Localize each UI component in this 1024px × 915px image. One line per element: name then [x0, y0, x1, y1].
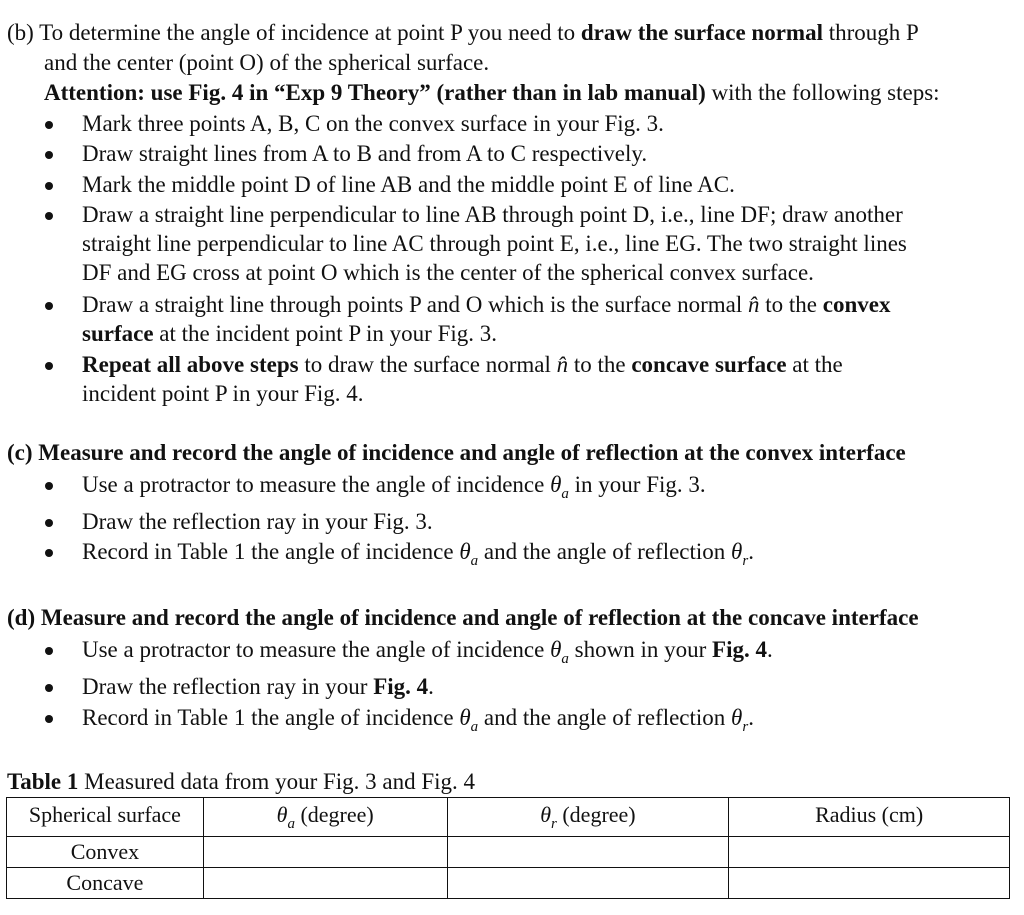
bullet-icon [45, 549, 53, 557]
subscript-a: a [470, 719, 479, 735]
table-row [7, 868, 1010, 899]
part-c-bullet-1 [82, 470, 706, 503]
caption-bold: Table 1 [7, 769, 79, 794]
bold-text: convex [822, 292, 891, 317]
part-b-bullet-1: Mark three points A, B, C on the convex surface in your Fig. 3. [82, 111, 664, 136]
bold-text: draw the surface normal [580, 20, 823, 45]
theta-a-symbol [550, 472, 569, 502]
text: Use a protractor to measure the angle of incidence [82, 472, 551, 497]
cell-theta-r[interactable] [447, 837, 729, 868]
part-c-bullet-3 [82, 537, 754, 570]
theta-a-symbol [550, 637, 569, 667]
text: Record in Table 1 the angle of incidence [82, 539, 460, 564]
bullet-icon [45, 482, 53, 490]
text: (b) To determine the angle of incidence at point P you need to [7, 20, 581, 45]
theta-glyph: θ [731, 539, 743, 564]
bold-text: surface [82, 321, 154, 346]
bullet-icon [45, 362, 53, 370]
bullet-icon [45, 121, 53, 129]
part-b-bullet-6-line-2: incident point P in your Fig. 4. [82, 381, 364, 406]
text: and the angle of reflection [478, 705, 732, 730]
text: with the following steps: [705, 80, 940, 105]
part-b-bullet-5-line-2 [82, 319, 497, 349]
part-b-line-2: and the center (point O) of the spherical surface. [44, 50, 490, 75]
theta-r-symbol [731, 705, 749, 735]
subscript-r: r [742, 553, 749, 569]
unit-text: (degree) [556, 802, 636, 827]
theta-glyph: θ [550, 472, 562, 497]
cell-surface: Concave [7, 868, 204, 899]
part-d-bullet-2 [82, 672, 434, 702]
text: at the incident point P in your Fig. 3. [153, 321, 498, 346]
subscript-r: r [742, 719, 749, 735]
theta-glyph: θ [731, 705, 743, 730]
table-header-row [7, 798, 1010, 837]
part-c-bullet-2: Draw the reflection ray in your Fig. 3. [82, 509, 433, 534]
attention-line [44, 78, 940, 108]
theta-a-symbol [276, 802, 295, 832]
subscript-a: a [470, 553, 479, 569]
header-theta-a [203, 798, 447, 837]
theta-a-symbol [459, 539, 479, 569]
theta-a-symbol [459, 705, 479, 735]
bold-text: Repeat all above steps [82, 352, 299, 377]
text: Draw a straight line through points P and O which is the surface normal [82, 292, 749, 317]
heading-text: (c) Measure and record the angle of incidence and angle of reflection at the convex interface [7, 440, 906, 465]
text: Use a protractor to measure the angle of incidence [82, 637, 551, 662]
header-spherical-surface: Spherical surface [7, 798, 204, 837]
text: Record in Table 1 the angle of incidence [82, 705, 460, 730]
theta-r-symbol [540, 802, 557, 832]
data-table [6, 797, 1010, 899]
theta-r-symbol [731, 539, 749, 569]
n-hat-symbol: n̂ [748, 292, 760, 317]
part-b-bullet-4-line-2: straight line perpendicular to line AC through point E, i.e., line EG. The two straight lines [82, 231, 907, 256]
part-c-heading [7, 438, 906, 468]
cell-theta-r[interactable] [447, 868, 729, 899]
header-radius: Radius (cm) [729, 798, 1010, 837]
text: through P [822, 20, 919, 45]
bullet-icon [45, 182, 53, 190]
text: to draw the surface normal [298, 352, 557, 377]
subscript-r: r [551, 816, 557, 832]
table-row [7, 837, 1010, 868]
bold-text: Fig. 4 [712, 637, 767, 662]
bullet-icon [45, 715, 53, 723]
text: . [748, 705, 754, 730]
subscript-a: a [287, 816, 295, 832]
text: to the [568, 352, 632, 377]
theta-glyph: θ [459, 539, 471, 564]
bullet-icon [45, 684, 53, 692]
part-b-bullet-3: Mark the middle point D of line AB and the middle point E of line AC. [82, 172, 735, 197]
part-d-bullet-1 [82, 635, 773, 668]
part-b-bullet-4-line-1: Draw a straight line perpendicular to line AB through point D, i.e., line DF; draw another [82, 202, 903, 227]
header-theta-r [447, 798, 729, 837]
subscript-a: a [561, 486, 569, 502]
text: shown in your [568, 637, 713, 662]
bold-text: concave surface [631, 352, 787, 377]
part-d-bullet-3 [82, 703, 754, 736]
theta-glyph: θ [540, 802, 552, 827]
bullet-icon [45, 519, 53, 527]
n-hat-symbol: n̂ [556, 352, 569, 377]
cell-theta-a[interactable] [203, 868, 447, 899]
text: . [428, 674, 434, 699]
text: Draw the reflection ray in your [82, 674, 374, 699]
heading-text: (d) Measure and record the angle of incidence and angle of reflection at the concave interface [7, 605, 919, 630]
subscript-a: a [561, 651, 569, 667]
theta-glyph: θ [276, 802, 288, 827]
bullet-icon [45, 302, 53, 310]
caption-text: Measured data from your Fig. 3 and Fig. 4 [78, 769, 476, 794]
text: . [748, 539, 754, 564]
text: at the [786, 352, 843, 377]
part-b-line-1 [7, 18, 919, 48]
part-d-heading [7, 603, 919, 633]
part-b-bullet-2: Draw straight lines from A to B and from A to C respectively. [82, 141, 648, 166]
bullet-icon [45, 647, 53, 655]
attention-bold: Attention: use Fig. 4 in “Exp 9 Theory” (rather than in lab manual) [44, 80, 706, 105]
cell-radius[interactable] [729, 868, 1010, 899]
unit-text: (degree) [294, 802, 374, 827]
bullet-icon [45, 212, 53, 220]
theta-glyph: θ [459, 705, 471, 730]
cell-surface: Convex [7, 837, 204, 868]
bullet-icon [45, 151, 53, 159]
bold-text: Fig. 4 [373, 674, 429, 699]
part-b-bullet-5-line-1 [82, 290, 890, 320]
cell-radius[interactable] [729, 837, 1010, 868]
table-caption [7, 767, 475, 797]
part-b-bullet-4-line-3: DF and EG cross at point O which is the center of the spherical convex surface. [82, 260, 814, 285]
theta-glyph: θ [550, 637, 562, 662]
text: . [767, 637, 773, 662]
text: to the [759, 292, 823, 317]
cell-theta-a[interactable] [203, 837, 447, 868]
text: in your Fig. 3. [568, 472, 706, 497]
text: and the angle of reflection [478, 539, 732, 564]
part-b-bullet-6-line-1 [82, 350, 843, 380]
